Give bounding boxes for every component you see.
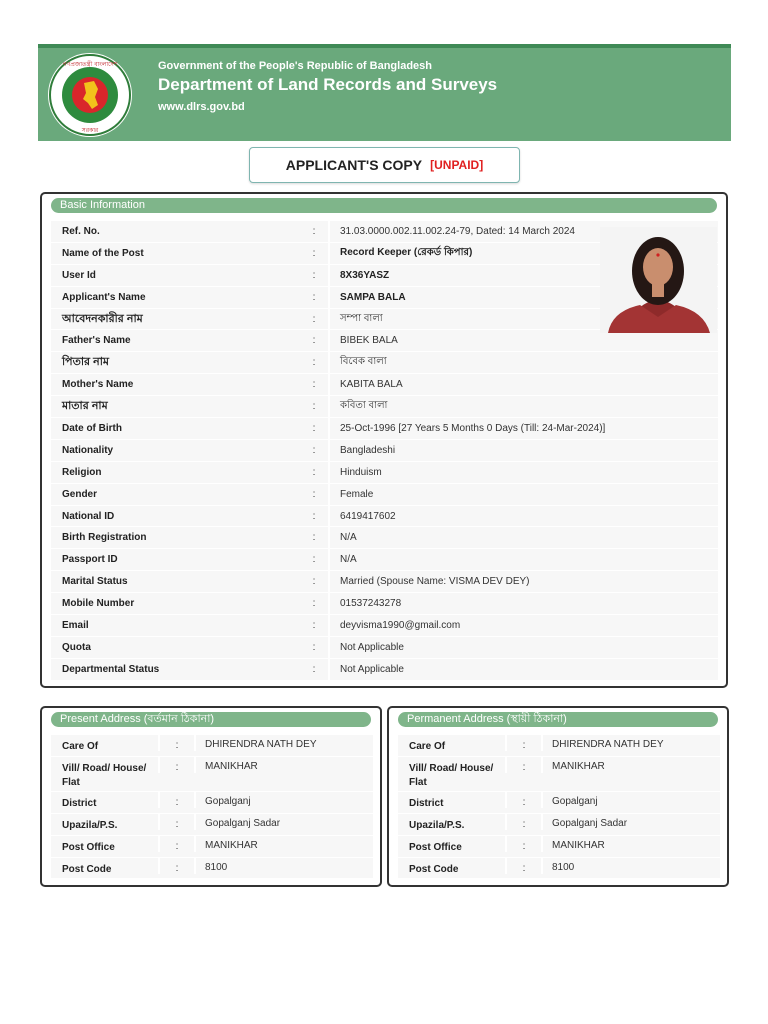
- separator: :: [312, 466, 316, 478]
- info-value: Not Applicable: [328, 659, 718, 680]
- permanent-address-heading: Permanent Address (স্থায়ী ঠিকানা): [398, 712, 718, 727]
- separator: :: [158, 814, 196, 830]
- separator: :: [312, 619, 316, 631]
- info-value: N/A: [328, 549, 718, 570]
- info-row-mobile-number: [51, 593, 718, 615]
- info-value: 31.03.0000.002.11.002.24-79, Dated: 14 March 2024: [328, 221, 718, 242]
- address-value: MANIKHAR: [205, 839, 258, 851]
- info-value: deyvisma1990@gmail.com: [328, 615, 718, 636]
- info-value: Married (Spouse Name: VISMA DEV DEY): [328, 571, 718, 592]
- separator: :: [158, 858, 196, 874]
- address-label: Post Code: [409, 863, 459, 875]
- address-row-district: [51, 792, 373, 814]
- info-label: Quota: [62, 641, 91, 653]
- address-value: MANIKHAR: [552, 839, 605, 851]
- info-label: মাতার নাম: [62, 400, 108, 413]
- copy-title: APPLICANT'S COPY: [285, 157, 423, 173]
- separator: :: [312, 488, 316, 500]
- government-seal-logo: [48, 53, 132, 137]
- separator: :: [312, 357, 316, 369]
- address-label: Care Of: [62, 741, 99, 752]
- address-value: Gopalganj: [552, 795, 598, 807]
- present-address-heading: Present Address (বর্তমান ঠিকানা): [51, 712, 371, 727]
- address-label: Upazila/P.S.: [62, 819, 118, 831]
- separator: :: [158, 836, 196, 852]
- info-value: 8X36YASZ: [328, 265, 718, 286]
- address-label: Upazila/P.S.: [409, 819, 465, 831]
- seal-text-top: গণপ্রজাতন্ত্রী বাংলাদেশ: [62, 61, 118, 68]
- separator: :: [158, 735, 196, 751]
- address-label: Post Office: [409, 841, 462, 853]
- info-row-mother-name: [51, 374, 718, 396]
- info-label: Nationality: [62, 444, 114, 456]
- website-link[interactable]: www.dlrs.gov.bd: [158, 101, 245, 113]
- seal-text-bottom: সরকার: [81, 127, 99, 134]
- separator: :: [312, 663, 316, 675]
- info-label: Gender: [62, 488, 98, 500]
- address-value: Gopalganj Sadar: [552, 817, 628, 829]
- separator: :: [505, 792, 543, 808]
- address-value: 8100: [552, 861, 575, 873]
- info-value: SAMPA BALA: [328, 287, 718, 308]
- basic-information-heading: Basic Information: [51, 198, 717, 213]
- address-row-post-code: [398, 858, 720, 880]
- address-value: Gopalganj: [205, 795, 251, 807]
- separator: :: [312, 247, 316, 259]
- info-label: Mother's Name: [62, 379, 134, 391]
- info-value: কবিতা বালা: [328, 396, 718, 417]
- address-row-post-office: [398, 836, 720, 858]
- info-label: Departmental Status: [62, 663, 160, 675]
- info-row-date-of-birth: [51, 418, 718, 440]
- info-label: Religion: [62, 466, 102, 478]
- info-label: National ID: [62, 510, 115, 522]
- separator: :: [312, 313, 316, 325]
- separator: :: [312, 225, 316, 237]
- permanent-address-panel: [387, 706, 729, 887]
- basic-information-panel: [40, 192, 728, 688]
- info-label: Date of Birth: [62, 422, 122, 434]
- info-label: Father's Name: [62, 335, 131, 347]
- separator: :: [312, 510, 316, 522]
- department-title: Department of Land Records and Surveys: [158, 75, 498, 94]
- info-row-gender: [51, 484, 718, 506]
- applicant-copy-banner: [249, 147, 520, 183]
- info-row-nationality: [51, 440, 718, 462]
- info-label: Passport ID: [62, 554, 118, 566]
- address-value: 8100: [205, 861, 228, 873]
- info-value: বিবেক বালা: [328, 352, 718, 373]
- info-value: N/A: [328, 527, 718, 548]
- info-label: Email: [62, 619, 89, 631]
- separator: :: [158, 792, 196, 808]
- info-label: Applicant's Name: [62, 291, 146, 303]
- separator: :: [312, 291, 316, 303]
- address-value: DHIRENDRA NATH DEY: [205, 739, 317, 750]
- info-value: Record Keeper (রেকর্ড কিপার): [328, 243, 718, 264]
- info-row-national-id: [51, 506, 718, 528]
- address-label: District: [409, 797, 444, 809]
- separator: :: [312, 379, 316, 391]
- applicant-photo: [600, 227, 717, 333]
- info-row-email: [51, 615, 718, 637]
- info-value: KABITA BALA: [328, 374, 718, 395]
- separator: :: [312, 335, 316, 347]
- address-row-care-of: [398, 735, 720, 757]
- separator: :: [312, 641, 316, 653]
- government-name: Government of the People's Republic of Bangladesh: [158, 60, 432, 72]
- permanent-address-table: [398, 735, 720, 879]
- separator: :: [312, 576, 316, 588]
- address-row-district: [398, 792, 720, 814]
- separator: :: [158, 757, 196, 773]
- info-value: BIBEK BALA: [328, 330, 718, 351]
- address-row-post-code: [51, 858, 373, 880]
- info-value: Female: [328, 484, 718, 505]
- present-address-table: [51, 735, 373, 879]
- info-row-departmental-status: [51, 659, 718, 681]
- info-row-father-name-bn: [51, 352, 718, 374]
- separator: :: [312, 401, 316, 413]
- info-label: Ref. No.: [62, 225, 100, 237]
- info-value: Bangladeshi: [328, 440, 718, 461]
- separator: :: [312, 422, 316, 434]
- separator: :: [505, 757, 543, 773]
- info-row-passport-id: [51, 549, 718, 571]
- address-row-village: [398, 757, 720, 792]
- info-value: 01537243278: [328, 593, 718, 614]
- address-label: District: [62, 797, 97, 809]
- address-label: Care Of: [409, 741, 446, 752]
- info-row-birth-registration: [51, 527, 718, 549]
- page-header: [38, 44, 731, 141]
- address-row-post-office: [51, 836, 373, 858]
- info-value: সম্পা বালা: [328, 309, 718, 330]
- address-row-upazila: [51, 814, 373, 836]
- info-label: Marital Status: [62, 576, 128, 588]
- address-row-village: [51, 757, 373, 792]
- address-label: Vill/ Road/ House/ Flat: [409, 762, 494, 788]
- info-row-marital-status: [51, 571, 718, 593]
- address-label: Post Code: [62, 863, 112, 875]
- address-label: Post Office: [62, 841, 115, 853]
- address-value: Gopalganj Sadar: [205, 817, 281, 829]
- info-row-mother-name-bn: [51, 396, 718, 418]
- separator: :: [312, 444, 316, 456]
- separator: :: [505, 735, 543, 751]
- address-value: DHIRENDRA NATH DEY: [552, 739, 664, 750]
- info-value: 6419417602: [328, 506, 718, 527]
- info-value: 25-Oct-1996 [27 Years 5 Months 0 Days (Till: 24-Mar-2024)]: [328, 418, 718, 439]
- present-address-panel: [40, 706, 382, 887]
- address-row-care-of: [51, 735, 373, 757]
- address-value: MANIKHAR: [552, 760, 605, 772]
- separator: :: [505, 814, 543, 830]
- separator: :: [312, 269, 316, 281]
- address-label: Vill/ Road/ House/ Flat: [62, 762, 147, 788]
- address-row-upazila: [398, 814, 720, 836]
- separator: :: [312, 598, 316, 610]
- info-value: Hinduism: [328, 462, 718, 483]
- separator: :: [312, 554, 316, 566]
- address-value: MANIKHAR: [205, 760, 258, 772]
- info-label: User Id: [62, 269, 96, 281]
- info-row-father-name: [51, 330, 718, 352]
- info-label: পিতার নাম: [62, 356, 110, 369]
- info-label: Name of the Post: [62, 247, 144, 259]
- info-label: Birth Registration: [62, 532, 147, 544]
- separator: :: [505, 836, 543, 852]
- separator: :: [505, 858, 543, 874]
- info-value: Not Applicable: [328, 637, 718, 658]
- info-label: Mobile Number: [62, 598, 135, 610]
- separator: :: [312, 532, 316, 544]
- info-row-religion: [51, 462, 718, 484]
- payment-status-badge: [UNPAID]: [430, 158, 484, 172]
- info-row-quota: [51, 637, 718, 659]
- info-label: আবেদনকারীর নাম: [62, 312, 143, 325]
